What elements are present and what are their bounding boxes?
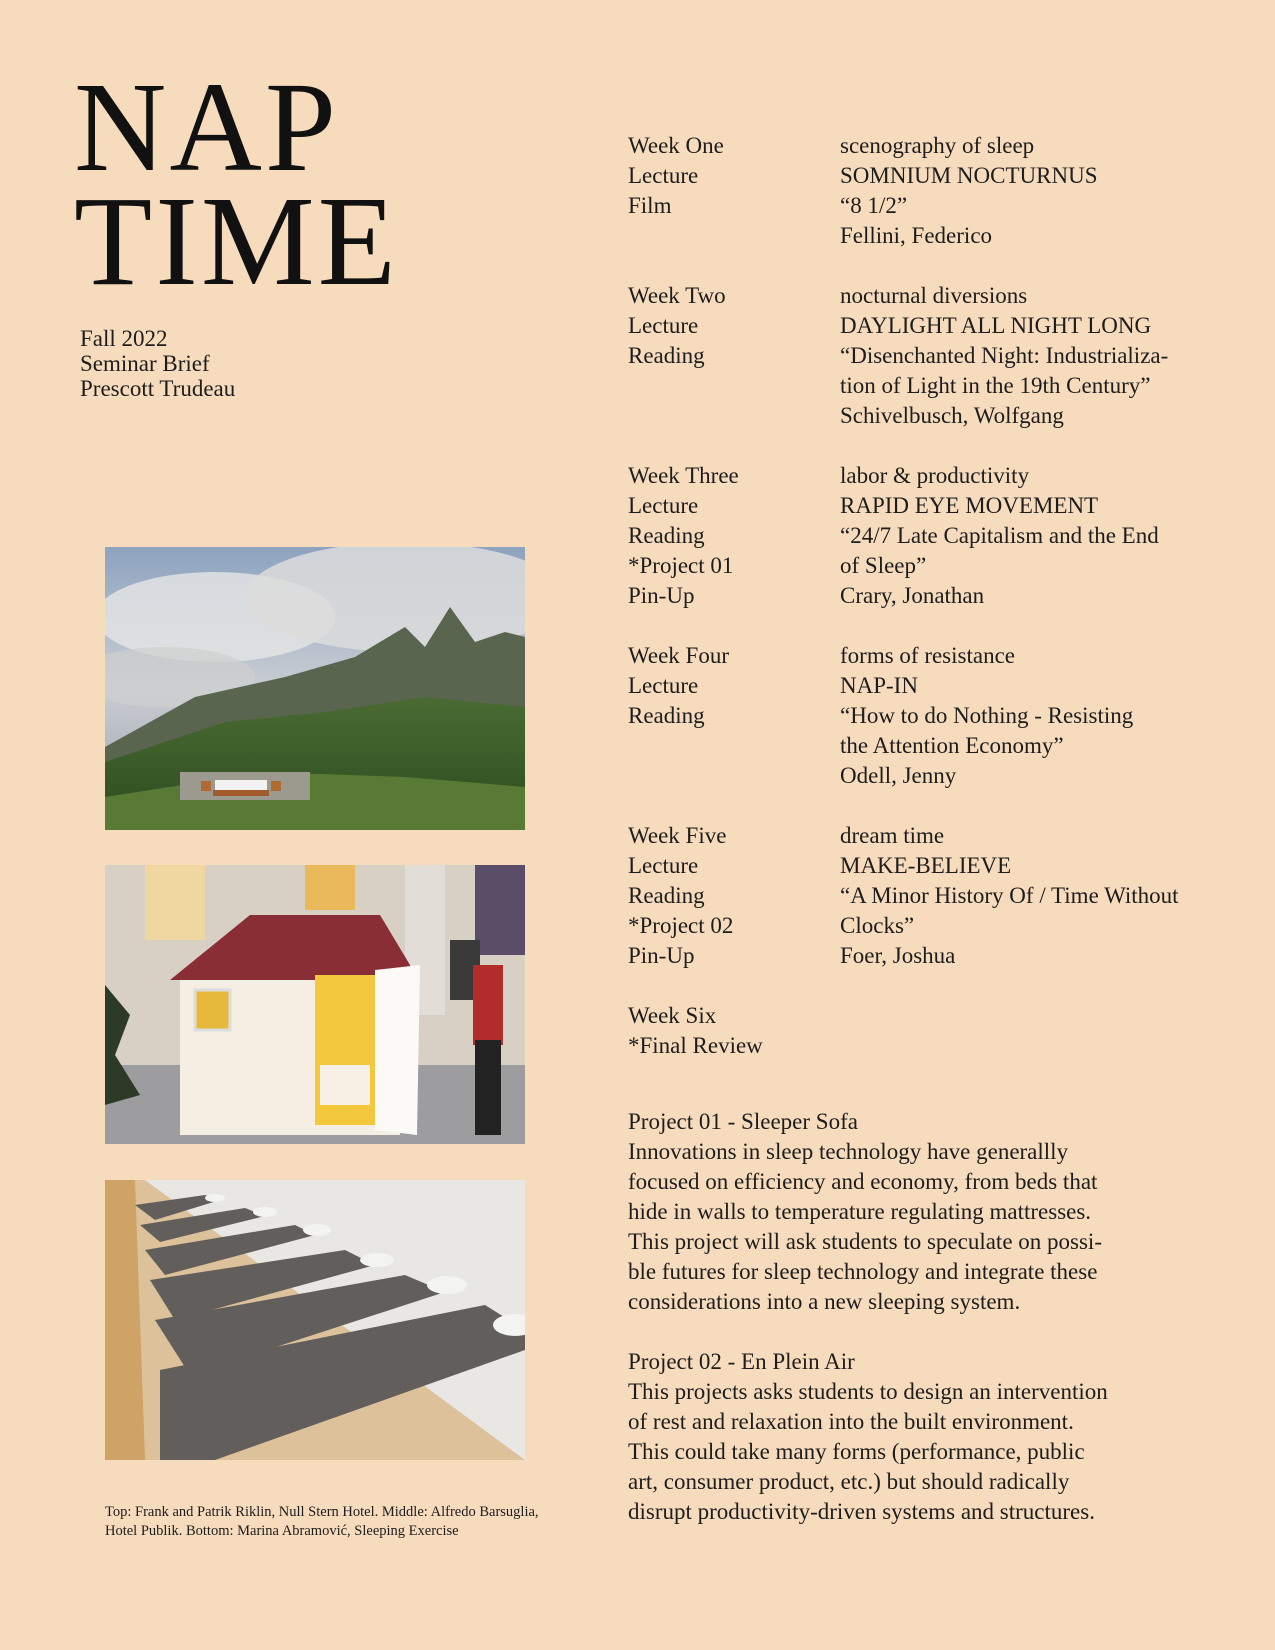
week-line: “A Minor History Of / Time Without	[840, 883, 1179, 908]
week-line: tion of Light in the 19th Century”	[840, 373, 1151, 398]
week-labels	[628, 641, 840, 791]
week-content	[840, 821, 1208, 971]
term: Fall 2022	[80, 326, 168, 351]
week-label: Reading	[628, 523, 705, 548]
page-title	[74, 56, 399, 312]
week-content	[840, 641, 1208, 791]
project-line: Innovations in sleep technology have generallly	[628, 1139, 1069, 1164]
week-line: NAP-IN	[840, 673, 918, 698]
week-block	[628, 641, 1208, 791]
photo-caption	[105, 1503, 585, 1541]
week-labels	[628, 461, 840, 611]
week-label: Lecture	[628, 493, 699, 518]
title-line-1: NAP	[74, 56, 340, 198]
week-line: scenography of sleep	[840, 133, 1035, 158]
week-label: Week Two	[628, 283, 726, 308]
week-block	[628, 281, 1208, 431]
project-block	[628, 1347, 1148, 1527]
week-content	[840, 131, 1208, 251]
week-labels	[628, 281, 840, 431]
project-line: disrupt productivity-driven systems and structures.	[628, 1499, 1095, 1524]
photo-sleeping-exercise	[105, 1180, 525, 1460]
project-line: hide in walls to temperature regulating mattresses.	[628, 1199, 1092, 1224]
caption-line-1: Top: Frank and Patrik Riklin, Null Stern Hotel. Middle: Alfredo Barsuglia,	[105, 1504, 539, 1520]
document-type: Seminar Brief	[80, 351, 210, 376]
weekly-schedule	[628, 131, 1208, 1091]
project-title: Project 02 - En Plein Air	[628, 1349, 855, 1374]
project-line: focused on efficiency and economy, from beds that	[628, 1169, 1098, 1194]
project-descriptions	[628, 1107, 1148, 1557]
week-block	[628, 1001, 1208, 1061]
week-block	[628, 821, 1208, 971]
project-line: considerations into a new sleeping system.	[628, 1289, 1021, 1314]
caption-line-2: Hotel Publik. Bottom: Marina Abramović, Sleeping Exercise	[105, 1523, 459, 1539]
week-label: *Project 02	[628, 913, 734, 938]
week-label: Film	[628, 193, 672, 218]
week-line: RAPID EYE MOVEMENT	[840, 493, 1099, 518]
photo-hotel-publik	[105, 865, 525, 1144]
project-title: Project 01 - Sleeper Sofa	[628, 1109, 858, 1134]
project-line: ble futures for sleep technology and integrate these	[628, 1259, 1098, 1284]
week-label: Pin-Up	[628, 943, 695, 968]
week-label: Week One	[628, 133, 724, 158]
week-line: of Sleep”	[840, 553, 927, 578]
week-line: Clocks”	[840, 913, 915, 938]
week-line: Odell, Jenny	[840, 763, 957, 788]
week-line: “24/7 Late Capitalism and the End	[840, 523, 1159, 548]
week-block	[628, 131, 1208, 251]
week-label: Reading	[628, 883, 705, 908]
week-line: nocturnal diversions	[840, 283, 1028, 308]
week-labels	[628, 131, 840, 251]
project-block	[628, 1107, 1148, 1317]
week-label: Pin-Up	[628, 583, 695, 608]
week-line: MAKE-BELIEVE	[840, 853, 1012, 878]
title-line-2: TIME	[74, 170, 399, 312]
week-line: Crary, Jonathan	[840, 583, 985, 608]
week-labels	[628, 821, 840, 971]
week-label: Week Four	[628, 643, 729, 668]
week-label: Reading	[628, 343, 705, 368]
week-content	[840, 281, 1208, 431]
week-line: “Disenchanted Night: Industrializa-	[840, 343, 1169, 368]
project-line: art, consumer product, etc.) but should radically	[628, 1469, 1070, 1494]
week-label: Lecture	[628, 313, 699, 338]
week-line: DAYLIGHT ALL NIGHT LONG	[840, 313, 1152, 338]
week-content	[840, 461, 1208, 611]
week-label: Reading	[628, 703, 705, 728]
week-line: the Attention Economy”	[840, 733, 1064, 758]
week-line: labor & productivity	[840, 463, 1030, 488]
week-label: Lecture	[628, 853, 699, 878]
project-line: This projects asks students to design an intervention	[628, 1379, 1108, 1404]
week-line: “8 1/2”	[840, 193, 908, 218]
week-line: Foer, Joshua	[840, 943, 956, 968]
instructor: Prescott Trudeau	[80, 376, 236, 401]
week-label: *Project 01	[628, 553, 734, 578]
project-line: This project will ask students to speculate on possi-	[628, 1229, 1102, 1254]
project-line: This could take many forms (performance, public	[628, 1439, 1085, 1464]
week-label: Lecture	[628, 673, 699, 698]
photo-null-stern-hotel	[105, 547, 525, 830]
week-line: forms of resistance	[840, 643, 1015, 668]
week-label: Week Six	[628, 1003, 717, 1028]
week-content	[840, 1001, 1208, 1061]
course-meta	[80, 326, 235, 401]
week-block	[628, 461, 1208, 611]
week-line: Schivelbusch, Wolfgang	[840, 403, 1064, 428]
week-label: Lecture	[628, 163, 699, 188]
week-line: “How to do Nothing - Resisting	[840, 703, 1134, 728]
project-line: of rest and relaxation into the built environment.	[628, 1409, 1074, 1434]
week-line: SOMNIUM NOCTURNUS	[840, 163, 1098, 188]
week-label: Week Five	[628, 823, 727, 848]
week-line: dream time	[840, 823, 945, 848]
week-line: Fellini, Federico	[840, 223, 993, 248]
week-labels	[628, 1001, 840, 1061]
week-label: *Final Review	[628, 1033, 763, 1058]
week-label: Week Three	[628, 463, 739, 488]
